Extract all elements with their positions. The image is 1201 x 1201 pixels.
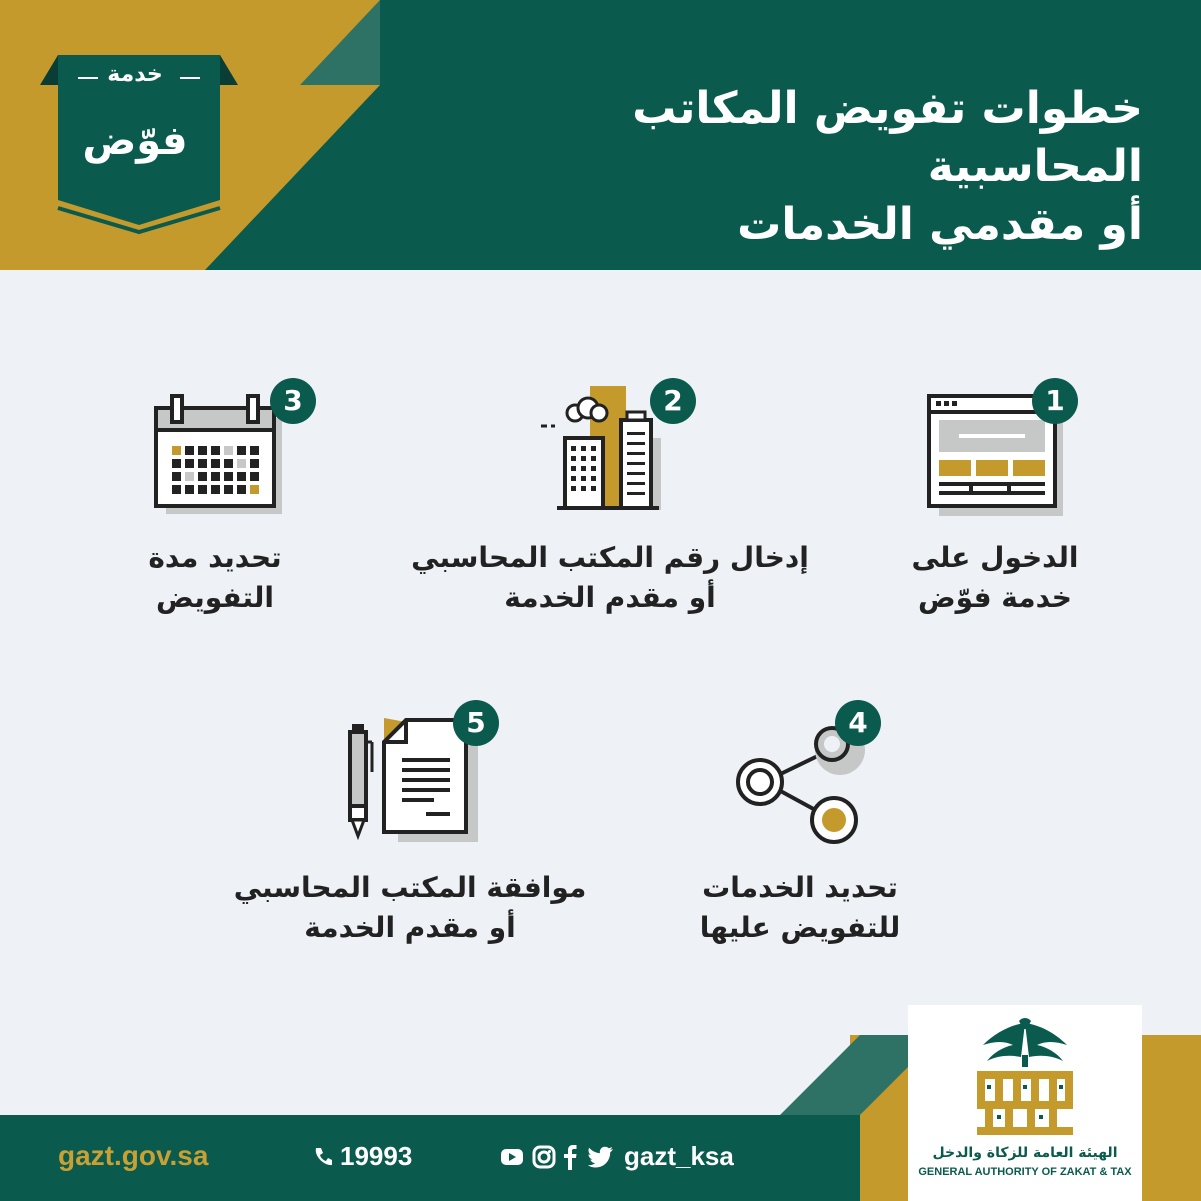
step-1-label: الدخول على خدمة فوّض — [911, 541, 1079, 614]
facebook-icon[interactable] — [562, 1144, 578, 1170]
service-name: فوّض — [82, 118, 188, 164]
page-title — [463, 80, 1143, 254]
step-2-number: 2 — [650, 378, 696, 424]
calendar-icon — [150, 392, 290, 522]
logo-arabic-name: الهيئة العامة للزكاة والدخل — [932, 1145, 1118, 1161]
twitter-icon[interactable] — [588, 1146, 614, 1168]
logo-english-name: GENERAL AUTHORITY OF ZAKAT & TAX — [918, 1166, 1132, 1178]
website-link[interactable]: gazt.gov.sa — [58, 1140, 209, 1171]
title-line-2: أو مقدمي الخدمات — [737, 199, 1143, 250]
service-label: خدمة — [107, 62, 163, 87]
step-4-label: تحديد الخدمات للتفويض عليها — [699, 871, 901, 944]
youtube-icon[interactable] — [500, 1146, 526, 1168]
step-3-number: 3 — [270, 378, 316, 424]
phone-icon — [312, 1146, 334, 1168]
title-line-1: خطوات تفويض المكاتب المحاسبية — [632, 83, 1143, 192]
step-5-label: موافقة المكتب المحاسبي أو مقدم الخدمة — [233, 871, 587, 944]
step-3-label: تحديد مدة التفويض — [148, 541, 282, 614]
social-handle[interactable]: gazt_ksa — [624, 1141, 734, 1171]
instagram-icon[interactable] — [532, 1145, 556, 1169]
step-4-number: 4 — [835, 700, 881, 746]
step-1-number: 1 — [1032, 378, 1078, 424]
phone-number[interactable]: 19993 — [340, 1141, 413, 1171]
step-5-number: 5 — [453, 700, 499, 746]
step-2-label: إدخال رقم المكتب المحاسبي أو مقدم الخدمة — [411, 541, 809, 614]
zakat-logo-icon — [965, 1015, 1085, 1145]
